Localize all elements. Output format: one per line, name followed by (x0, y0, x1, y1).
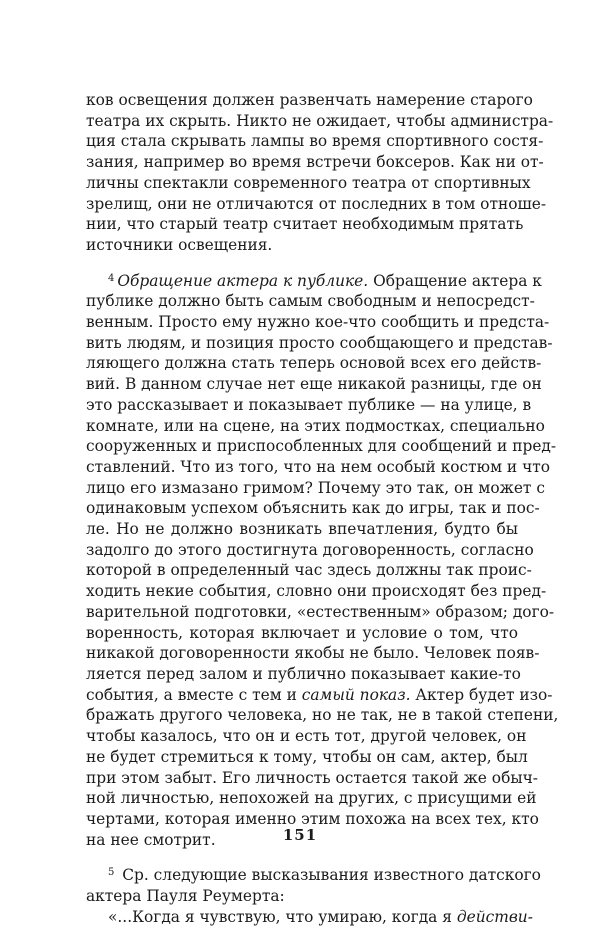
text-line: на нее смотрит. (86, 830, 216, 849)
emphasis-show: самый показ. (301, 685, 411, 704)
text-line: личны спектакли современного театра от спортивных (86, 173, 531, 192)
text-line: чертами, которая именно этим похожа на всех тех, кто (86, 809, 539, 828)
page-text-block (86, 90, 559, 927)
text-line: никакой договоренности якобы не было. Человек появ- (86, 644, 540, 663)
text-line: актера Пауля Реумерта: (86, 887, 285, 906)
text-line: ной личностью, непохожей на других, с присущими ей (86, 789, 537, 808)
footnote-4-first-line (86, 271, 542, 292)
text-line: ходить некие события, словно они происходят без пред- (86, 582, 547, 601)
text-fragment: «...Когда я чувствую, что умираю, когда я (108, 907, 457, 926)
text-line: это рассказывает и показывает публике — на улице, в (86, 395, 532, 414)
text-line: ле. Но не должно возникать впечатления, будто бы (86, 520, 518, 539)
text-fragment: события, а вместе с тем и (86, 685, 302, 704)
text-line: комнате, или на сцене, на этих подмостках, специально (86, 416, 545, 435)
paragraph-lighting (86, 90, 554, 256)
text-line: лицо его измазано гримом? Почему это так, он может с (86, 478, 545, 497)
text-line: сооруженных и приспособленных для сообщений и пред- (86, 437, 557, 456)
text-line: публике должно быть самым свободным и непосредст- (86, 292, 535, 311)
footnote-4-heading: Обращение актера к публике. (117, 271, 369, 290)
text-line: ляющего должна стать теперь основой всех его действ- (86, 354, 542, 373)
text-fragment: Ср. следующие высказывания известного датского (117, 866, 541, 885)
text-line-quote (86, 907, 533, 928)
text-line: задолго до этого достигнута договоренность, согласно (86, 540, 534, 559)
text-line: воренность, которая включает и условие о том, что (86, 623, 518, 642)
text-line: которой в определенный час здесь должны так проис- (86, 561, 532, 580)
text-line: ставлений. Что из того, что на нем особый костюм и что (86, 457, 551, 476)
text-line: ция стала скрывать лампы во время спортивного состя- (86, 132, 544, 151)
text-line: ков освещения должен развенчать намерение старого (86, 91, 533, 109)
text-line: вий. В данном случае нет еще никакой разницы, где он (86, 375, 542, 394)
text-line: чтобы казалось, что он и есть тот, другой человек, он (86, 727, 527, 746)
emphasis-act: действи- (456, 907, 533, 926)
page-number: 151 (282, 826, 318, 844)
text-line: одинаковым успехом объяснить как до игры, так и пос- (86, 499, 540, 518)
text-line: вить людям, и позиция просто сообщающего и представ- (86, 333, 553, 352)
footnote-marker: 4 (108, 272, 115, 284)
text-line-show (86, 685, 553, 706)
footnote-5 (86, 865, 541, 927)
text-line: не будет стремиться к тому, чтобы он сам, актер, был (86, 747, 528, 766)
text-line: варительной подготовки, «естественным» образом; дого- (86, 602, 555, 621)
footnote-4 (86, 271, 559, 851)
text-line: зрелищ, они не отличаются от последних в том отноше- (86, 194, 547, 213)
text-line: нии, что старый театр считает необходимым прятать (86, 215, 524, 234)
text-fragment: Обращение актера к (368, 271, 542, 290)
text-fragment: Актер будет изо- (410, 685, 553, 704)
text-line: ляется перед залом и публично показывает какие-то (86, 664, 521, 683)
text-line: театра их скрыть. Никто не ожидает, чтобы администра- (86, 111, 554, 130)
footnote-5-first-line (86, 865, 541, 886)
text-line: венным. Просто ему нужно кое-что сообщить и предста- (86, 313, 550, 332)
footnote-marker: 5 (108, 867, 115, 879)
text-line: при этом забыт. Его личность остается такой же обыч- (86, 768, 538, 787)
text-line: источники освещения. (86, 235, 273, 254)
text-line: зания, например во время встречи боксеров. Как ни от- (86, 153, 544, 172)
text-line: бражать другого человека, но не так, не в такой степени, (86, 706, 559, 725)
